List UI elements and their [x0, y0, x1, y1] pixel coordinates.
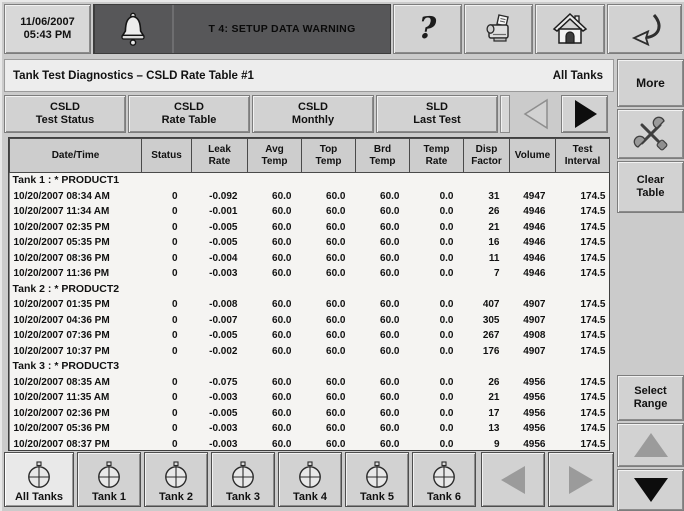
table-cell: 4907 — [523, 314, 546, 326]
table-cell: 17 — [488, 407, 500, 419]
tab-label: SLD — [425, 101, 448, 113]
table-cell: 0.0 — [439, 252, 454, 264]
tab-csld-rate-table[interactable] — [128, 95, 250, 133]
datetime-display — [4, 4, 91, 54]
table-cell: 174.5 — [580, 392, 606, 403]
active-alarm-text: T 4: SETUP DATA WARNING — [208, 23, 356, 35]
table-cell: 60.0 — [326, 237, 346, 248]
table-cell: 407 — [482, 299, 500, 310]
table-cell: -0.005 — [209, 221, 238, 233]
tank-button-label: Tank 2 — [158, 491, 194, 503]
table-cell: 60.0 — [326, 423, 346, 434]
table-cell: 60.0 — [380, 330, 400, 341]
table-cell: 174.5 — [580, 423, 606, 434]
tank-button-label: Tank 3 — [225, 491, 261, 503]
table-cell: 0.0 — [439, 314, 454, 326]
help-icon: ? — [418, 11, 437, 46]
table-cell: 60.0 — [380, 392, 400, 403]
table-cell: 11 — [488, 252, 500, 264]
table-cell: 0 — [171, 299, 178, 310]
table-cell: 174.5 — [580, 237, 606, 248]
wrench-icon — [633, 116, 669, 152]
return-arrow-icon — [625, 11, 665, 47]
tab-scroll-right-button[interactable] — [561, 95, 608, 133]
table-cell: 174.5 — [580, 206, 606, 217]
table-cell: 0.0 — [439, 392, 454, 403]
tab-label: CSLD — [298, 101, 328, 113]
table-cell: 26 — [488, 206, 500, 217]
table-cell: -0.005 — [209, 237, 238, 248]
table-cell: 4908 — [523, 330, 546, 341]
column-header: Brd Temp — [356, 139, 410, 173]
table-cell: 60.0 — [272, 376, 292, 388]
tank-button-4[interactable] — [278, 452, 342, 507]
table-cell: 0 — [171, 237, 178, 248]
rate-table — [8, 137, 610, 451]
table-row — [10, 406, 610, 422]
tab-label: Last Test — [413, 114, 461, 126]
select-range-button[interactable] — [617, 375, 684, 421]
tab-label: CSLD — [174, 101, 204, 113]
table-cell: 60.0 — [326, 345, 346, 357]
column-header: Status — [142, 139, 192, 173]
table-row — [10, 421, 610, 437]
table-row — [10, 344, 610, 360]
table-cell: 4907 — [523, 299, 546, 310]
table-row — [10, 297, 610, 313]
table-cell: 60.0 — [272, 407, 292, 419]
table-cell: 60.0 — [380, 423, 400, 434]
csld-rate-table — [9, 138, 610, 452]
table-cell: 10/20/2007 08:35 AM — [13, 376, 110, 388]
tank-button-5[interactable] — [345, 452, 409, 507]
table-cell: 21 — [488, 221, 500, 233]
table-cell: 60.0 — [272, 252, 292, 264]
table-cell: 0 — [171, 376, 178, 388]
left-arrow-icon — [519, 97, 553, 131]
more-button[interactable] — [617, 59, 684, 107]
table-cell: 0 — [171, 423, 178, 434]
table-row — [10, 313, 610, 329]
tank-button-2[interactable] — [144, 452, 208, 507]
tank-icon — [297, 461, 323, 489]
tank-button-1[interactable] — [77, 452, 141, 507]
table-cell: 60.0 — [272, 345, 292, 357]
tank-button-label: All Tanks — [14, 491, 64, 503]
table-cell: 26 — [488, 376, 500, 388]
table-row — [10, 266, 610, 282]
table-cell: -0.003 — [209, 423, 238, 434]
table-cell: 10/20/2007 02:35 PM — [13, 221, 110, 233]
tank-icon — [96, 461, 122, 489]
table-cell: 60.0 — [272, 314, 292, 326]
table-row — [10, 375, 610, 391]
table-cell: 4956 — [523, 376, 546, 388]
table-header-row — [10, 139, 610, 173]
table-cell: 174.5 — [580, 376, 606, 388]
table-cell: -0.003 — [209, 392, 238, 403]
tank-button-label: Tank 4 — [292, 491, 328, 503]
tank-icon — [230, 461, 256, 489]
table-row — [10, 220, 610, 236]
table-cell: 10/20/2007 05:36 PM — [13, 423, 110, 434]
table-cell: 10/20/2007 01:35 PM — [13, 299, 110, 310]
table-cell: 10/20/2007 04:36 PM — [13, 314, 110, 326]
table-cell: 10/20/2007 08:34 AM — [13, 190, 110, 202]
table-cell: 60.0 — [272, 423, 292, 434]
scroll-down-button[interactable] — [617, 469, 684, 511]
table-cell: 267 — [482, 330, 500, 341]
table-cell: 60.0 — [380, 206, 400, 217]
table-cell: 0 — [171, 345, 178, 357]
table-cell: 0.0 — [439, 190, 454, 202]
tank-page-left-button[interactable] — [481, 452, 545, 507]
tank-button-label: Tank 6 — [426, 491, 462, 503]
table-cell: 60.0 — [326, 330, 346, 341]
tab-csld-test-status[interactable] — [4, 95, 126, 133]
table-cell: -0.001 — [209, 206, 238, 217]
table-cell: 60.0 — [272, 221, 292, 233]
table-cell: 60.0 — [326, 221, 346, 233]
table-cell: 174.5 — [580, 299, 606, 310]
table-cell: 60.0 — [380, 221, 400, 233]
table-cell: 60.0 — [272, 206, 292, 217]
table-cell: 174.5 — [580, 345, 606, 357]
print-button[interactable] — [464, 4, 533, 54]
home-button[interactable] — [535, 4, 605, 54]
table-cell: 0 — [171, 438, 178, 450]
home-icon — [552, 12, 588, 46]
tab-label: Monthly — [291, 114, 335, 126]
column-header: Volume — [510, 139, 556, 173]
table-cell: 4946 — [523, 206, 546, 217]
table-cell: -0.003 — [209, 268, 238, 279]
tank-button-6[interactable] — [412, 452, 476, 507]
table-cell: 60.0 — [326, 392, 346, 403]
setup-tools-button[interactable] — [617, 109, 684, 159]
table-cell: -0.002 — [209, 345, 238, 357]
table-cell: 174.5 — [580, 268, 606, 279]
table-cell: 174.5 — [580, 190, 606, 202]
table-cell: 60.0 — [380, 345, 400, 357]
table-cell: 0.0 — [439, 299, 454, 310]
table-cell: 60.0 — [326, 407, 346, 419]
column-header: Temp Rate — [410, 139, 464, 173]
column-header: Disp Factor — [464, 139, 510, 173]
table-row — [10, 390, 610, 406]
table-cell: 4956 — [523, 438, 546, 450]
table-cell: 10/20/2007 10:37 PM — [13, 345, 110, 357]
help-button[interactable] — [393, 4, 462, 54]
table-cell: 60.0 — [326, 268, 346, 279]
table-cell: 13 — [488, 423, 500, 434]
table-cell: 174.5 — [580, 438, 606, 450]
column-header: Top Temp — [302, 139, 356, 173]
select-range-label: Range — [633, 398, 668, 410]
table-cell: 31 — [488, 190, 500, 202]
table-cell: 60.0 — [380, 190, 400, 202]
tank-icon — [26, 461, 52, 489]
table-cell: 0 — [171, 392, 178, 403]
clear-table-label: Table — [636, 187, 665, 199]
tank-group-row: Tank 2 : * PRODUCT2 — [12, 282, 120, 295]
table-cell: 60.0 — [272, 237, 292, 248]
tab-label: Rate Table — [161, 114, 217, 126]
column-header: Date/Time — [10, 139, 142, 173]
column-header: Leak Rate — [192, 139, 248, 173]
table-cell: 4946 — [523, 268, 546, 279]
table-cell: -0.003 — [209, 438, 238, 450]
table-cell: 0.0 — [439, 423, 454, 434]
table-cell: 9 — [493, 438, 500, 450]
table-cell: -0.092 — [209, 190, 238, 202]
table-cell: 176 — [482, 345, 500, 357]
table-cell: 0.0 — [439, 237, 454, 248]
tab-csld-monthly[interactable] — [252, 95, 374, 133]
table-cell: 60.0 — [326, 206, 346, 217]
select-range-label: Select — [634, 385, 667, 397]
right-arrow-icon — [568, 97, 602, 131]
table-cell: 0.0 — [439, 330, 454, 341]
table-cell: 0 — [171, 221, 178, 233]
table-cell: 174.5 — [580, 407, 606, 419]
table-cell: 60.0 — [380, 237, 400, 248]
table-row — [10, 328, 610, 344]
table-cell: 60.0 — [272, 299, 292, 310]
tank-button-label: Tank 1 — [91, 491, 127, 503]
table-cell: 0.0 — [439, 438, 454, 450]
tab-sld-last-test[interactable] — [376, 95, 498, 133]
tank-button-3[interactable] — [211, 452, 275, 507]
table-cell: 174.5 — [580, 330, 606, 341]
table-cell: -0.075 — [209, 376, 238, 388]
table-cell: 4956 — [523, 423, 546, 434]
table-cell: 10/20/2007 05:35 PM — [13, 237, 110, 248]
table-cell: -0.005 — [209, 330, 238, 341]
table-cell: 174.5 — [580, 252, 606, 264]
clear-table-label: Clear — [636, 174, 665, 186]
more-label: More — [636, 76, 665, 90]
table-cell: 305 — [482, 314, 500, 326]
time-text: 05:43 PM — [23, 29, 72, 41]
column-header: Avg Temp — [248, 139, 302, 173]
table-cell: 4946 — [523, 237, 546, 248]
tank-icon — [163, 461, 189, 489]
alarm-status-bar — [93, 4, 391, 54]
table-cell: 10/20/2007 11:34 AM — [13, 206, 110, 217]
table-cell: 60.0 — [380, 407, 400, 419]
table-cell: 4956 — [523, 407, 546, 419]
table-cell: 10/20/2007 08:36 PM — [13, 252, 110, 264]
tank-icon — [431, 461, 457, 489]
back-button[interactable] — [607, 4, 682, 54]
table-cell: 16 — [488, 237, 500, 248]
table-cell: 60.0 — [326, 314, 346, 326]
clear-table-button[interactable] — [617, 161, 684, 213]
table-cell: 21 — [488, 392, 500, 403]
table-cell: 174.5 — [580, 314, 606, 326]
table-row — [10, 437, 610, 453]
table-cell: 10/20/2007 11:35 AM — [13, 392, 110, 403]
table-cell: 60.0 — [272, 268, 292, 279]
table-cell: -0.007 — [209, 314, 238, 326]
table-cell: 174.5 — [580, 221, 606, 233]
table-cell: 0 — [171, 330, 178, 341]
table-cell: -0.008 — [209, 299, 238, 310]
table-cell: 60.0 — [380, 314, 400, 326]
table-cell: 0.0 — [439, 221, 454, 233]
table-cell: 60.0 — [272, 190, 292, 202]
table-cell: 0.0 — [439, 376, 454, 388]
table-cell: 60.0 — [326, 252, 346, 264]
table-cell: 0.0 — [439, 345, 454, 357]
table-cell: 0.0 — [439, 407, 454, 419]
down-arrow-icon — [631, 475, 671, 505]
table-cell: 0.0 — [439, 206, 454, 217]
table-cell: 60.0 — [272, 330, 292, 341]
table-cell: 10/20/2007 02:36 PM — [13, 407, 110, 419]
screen-title-bar — [4, 59, 614, 92]
date-text: 11/06/2007 — [20, 16, 75, 28]
tab-scroll-left-button[interactable] — [512, 95, 559, 133]
scroll-up-button[interactable] — [617, 423, 684, 467]
column-header: Test Interval — [556, 139, 610, 173]
table-body — [10, 173, 610, 453]
table-cell: 0 — [171, 252, 178, 264]
table-cell: 4946 — [523, 252, 546, 264]
table-cell: 0 — [171, 268, 178, 279]
tank-group-row: Tank 1 : * PRODUCT1 — [12, 174, 120, 186]
left-arrow-icon — [495, 463, 531, 497]
table-cell: 60.0 — [326, 190, 346, 202]
table-cell: 60.0 — [380, 438, 400, 450]
table-cell: 4907 — [523, 345, 546, 357]
tab-label: Test Status — [35, 114, 95, 126]
table-cell: 60.0 — [380, 299, 400, 310]
table-cell: 4956 — [523, 392, 546, 403]
table-cell: 60.0 — [326, 299, 346, 310]
table-cell: 0.0 — [439, 268, 454, 279]
table-cell: -0.005 — [209, 407, 238, 419]
table-row — [10, 189, 610, 205]
table-cell: 60.0 — [272, 438, 292, 450]
table-cell: 0 — [171, 190, 178, 202]
table-cell: 10/20/2007 08:37 PM — [13, 438, 110, 450]
table-cell: 60.0 — [326, 376, 346, 388]
right-arrow-icon — [563, 463, 599, 497]
table-cell: 60.0 — [380, 376, 400, 388]
table-cell: 60.0 — [326, 438, 346, 450]
table-cell: 4946 — [523, 221, 546, 233]
table-cell: 0 — [171, 206, 178, 217]
table-cell: -0.004 — [209, 252, 238, 264]
table-cell: 60.0 — [380, 252, 400, 264]
tank-button-all-tanks[interactable] — [4, 452, 74, 507]
tank-group-row: Tank 3 : * PRODUCT3 — [12, 360, 120, 372]
tab-partial-next — [500, 95, 510, 133]
printer-icon — [482, 12, 516, 46]
table-cell: 10/20/2007 07:36 PM — [13, 330, 110, 341]
tab-label: CSLD — [50, 101, 80, 113]
up-arrow-icon — [631, 430, 671, 460]
table-cell: 0 — [171, 314, 178, 326]
alarm-bell-button[interactable] — [94, 5, 174, 53]
page-title: Tank Test Diagnostics – CSLD Rate Table #1 — [13, 69, 254, 82]
table-cell: 60.0 — [272, 392, 292, 403]
table-cell: 60.0 — [380, 268, 400, 279]
table-cell: 0 — [171, 407, 178, 419]
tank-button-label: Tank 5 — [359, 491, 395, 503]
table-row — [10, 235, 610, 251]
bell-icon — [115, 10, 151, 48]
table-cell: 10/20/2007 11:36 PM — [13, 268, 110, 279]
table-cell: 7 — [493, 268, 500, 279]
tank-page-right-button[interactable] — [548, 452, 614, 507]
table-row — [10, 204, 610, 220]
tank-scope-label: All Tanks — [552, 69, 603, 82]
tank-icon — [364, 461, 390, 489]
table-row — [10, 251, 610, 267]
table-cell: 4947 — [523, 190, 546, 202]
